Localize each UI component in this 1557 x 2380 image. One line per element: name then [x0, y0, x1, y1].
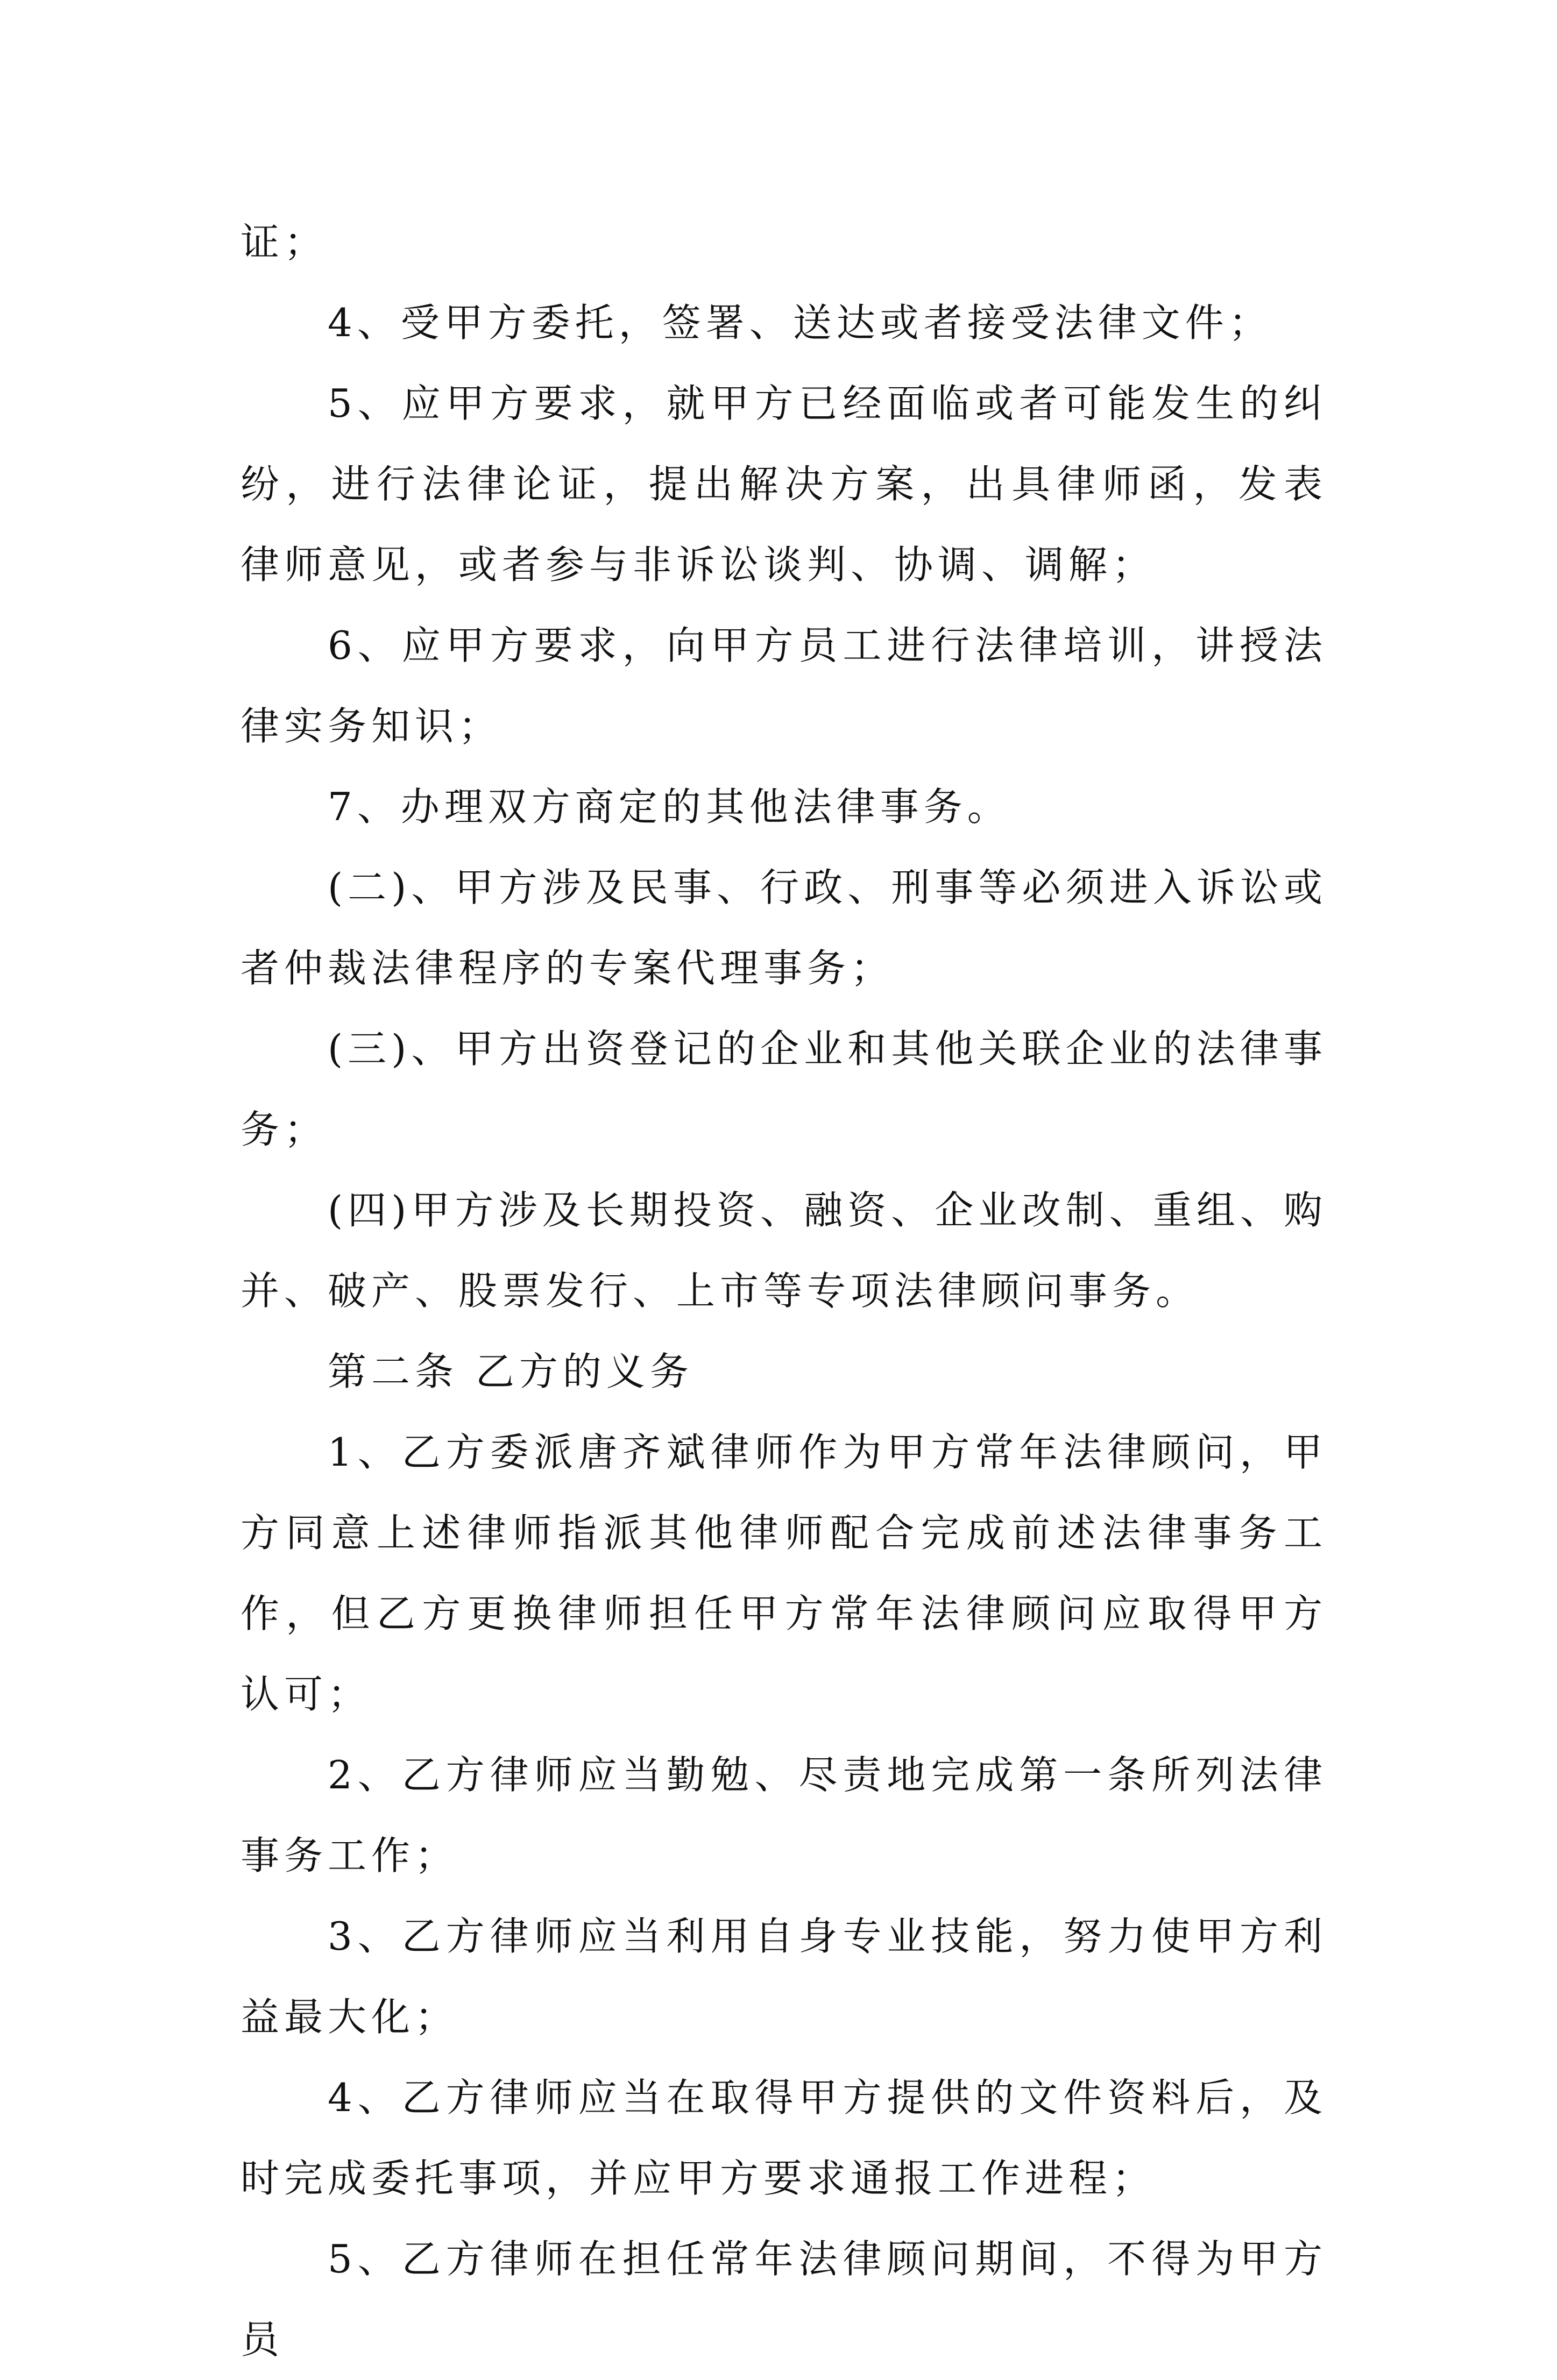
- paragraph-6: (二)、甲方涉及民事、行政、刑事等必须进入诉讼或者仲裁法律程序的专案代理事务；: [240, 865, 1327, 991]
- paragraph-3: 5、应甲方要求，就甲方已经面临或者可能发生的纠纷，进行法律论证，提出解决方案，出具律师函，发表律师意见，或者参与非诉讼谈判、协调、调解；: [240, 381, 1327, 587]
- document-body: [240, 202, 1327, 2380]
- paragraph-12: 3、乙方律师应当利用自身专业技能，努力使甲方利益最大化；: [240, 1914, 1327, 2040]
- paragraph-5: 7、办理双方商定的其他法律事务。: [328, 784, 1011, 829]
- paragraph-10: 1、乙方委派唐齐斌律师作为甲方常年法律顾问，甲方同意上述律师指派其他律师配合完成前述法律事务工作，但乙方更换律师担任甲方常年法律顾问应取得甲方认可；: [240, 1430, 1327, 1717]
- paragraph-7: (三)、甲方出资登记的企业和其他关联企业的法律事务；: [240, 1026, 1327, 1152]
- paragraph-4: 6、应甲方要求，向甲方员工进行法律培训，讲授法律实务知识；: [240, 623, 1327, 749]
- paragraph-11: 2、乙方律师应当勤勉、尽责地完成第一条所列法律事务工作；: [240, 1752, 1327, 1878]
- paragraph-13: 4、乙方律师应当在取得甲方提供的文件资料后，及时完成委托事项，并应甲方要求通报工作进程；: [240, 2075, 1327, 2201]
- paragraph-14: 5、乙方律师在担任常年法律顾问期间，不得为甲方员: [240, 2236, 1327, 2362]
- paragraph-8: (四)甲方涉及长期投资、融资、企业改制、重组、购并、破产、股票发行、上市等专项法律顾问事务。: [240, 1188, 1327, 1313]
- section-heading: 第二条 乙方的义务: [328, 1349, 693, 1394]
- paragraph-1: 证；: [240, 219, 328, 265]
- paragraph-2: 4、受甲方委托，签署、送达或者接受法律文件；: [328, 300, 1272, 345]
